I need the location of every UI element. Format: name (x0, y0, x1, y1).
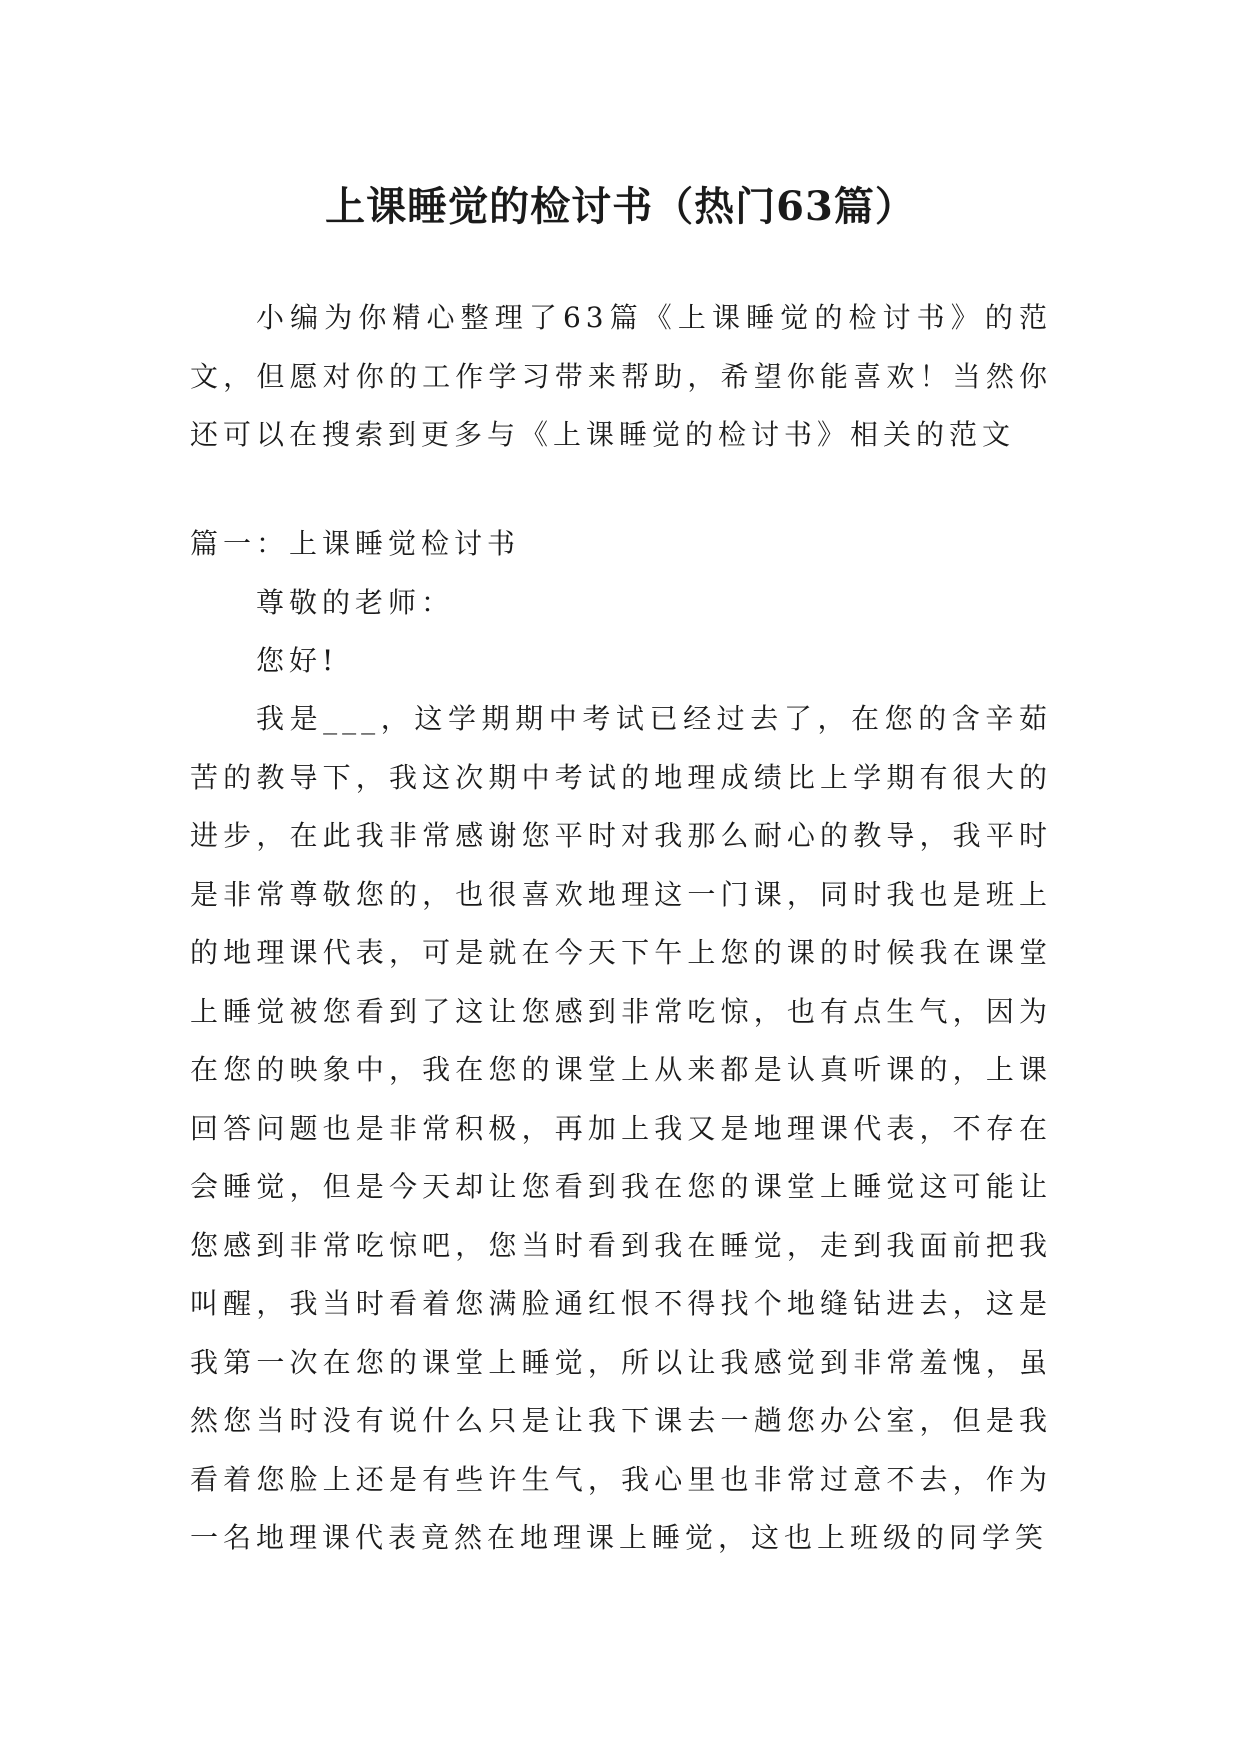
document-title: 上课睡觉的检讨书（热门63篇） (325, 182, 916, 230)
greeting: 您好! (256, 644, 339, 677)
body-paragraph: 我是___，这学期期中考试已经过去了，在您的含辛茹苦的教导下，我这次期中考试的地理成绩比上学期有很大的进步，在此我非常感谢您平时对我那么耐心的教导，我平时是非常尊敬您的，也很喜欢地理这一门课，同时我也是班上的地理课代表，可是就在今天下午上您的课的时候我在课堂上睡觉被您看到了这让您感到非常吃惊，也有点生气，因为在您的映象中，我在您的课堂上从来都是认真听课的，上课回答问题也是非常积极，再加上我又是地理课代表，不存在会睡觉，但是今天却让您看到我在您的课堂上睡觉这可能让您感到非常吃惊吧，您当时看到我在睡觉，走到我面前把我叫醒，我当时看着您满脸通红恨不得找个地缝钻进去，这是我第一次在您的课堂上睡觉，所以让我感觉到非常羞愧，虽然您当时没有说什么只是让我下课去一趟您办公室，但是我看着您脸上还是有些许生气，我心里也非常过意不去，作为一名地理课代表竟然在地理课上睡觉，这也上班级的同学笑 (190, 702, 1052, 1554)
salutation: 尊敬的老师： (256, 586, 455, 619)
section-heading: 篇一：上课睡觉检讨书 (190, 527, 521, 560)
intro-paragraph: 小编为你精心整理了63篇《上课睡觉的检讨书》的范文，但愿对你的工作学习带来帮助，希望你能喜欢！当然你还可以在搜索到更多与《上课睡觉的检讨书》相关的范文 (190, 301, 1052, 451)
